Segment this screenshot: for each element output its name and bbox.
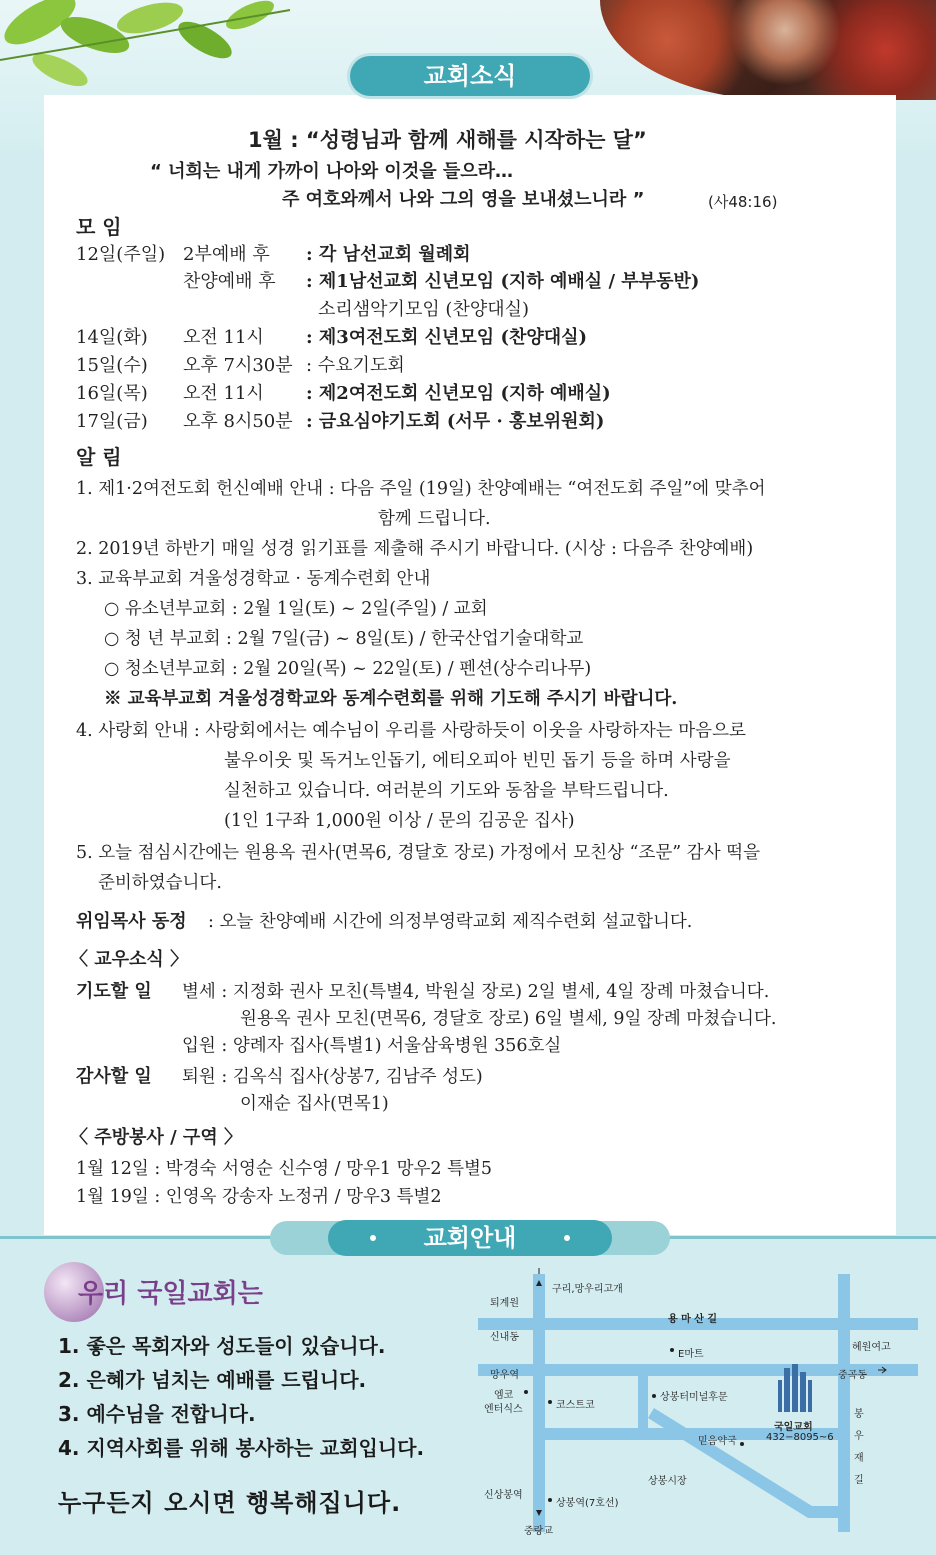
map-label: 구리,망우리고개 <box>552 1284 623 1295</box>
map-label: 신내동 <box>490 1332 519 1343</box>
notice-2: 2. 2019년 하반기 매일 성경 읽기표를 제출해 주시기 바랍니다. (시상 : 다음주 찬양예배) <box>76 539 754 559</box>
meeting-desc: : 각 남선교회 월례회 <box>306 244 471 265</box>
map-label: 망우역 <box>490 1370 519 1381</box>
church-item: 1. 좋은 목회자와 성도들이 있습니다. <box>58 1334 386 1358</box>
month-theme-title: 1월 : “성령님과 함께 새해를 시작하는 달” <box>248 128 647 152</box>
map-label: 퇴계원 <box>490 1298 519 1309</box>
map-label: 용 마 산 길 <box>668 1314 718 1325</box>
map-label: 중랑교 <box>524 1526 553 1537</box>
meeting-desc: 소리샘악기모임 (찬양대실) <box>318 299 530 320</box>
verse-line-1: “ 너희는 내게 가까이 나아와 이것을 들으라… <box>150 161 514 182</box>
notice-1: 1. 제1·2여전도회 헌신예배 안내 : 다음 주일 (19일) 찬양예배는 “여전도회 주일”에 맞추어 <box>76 479 766 499</box>
meeting-time: 오전 11시 <box>183 327 264 348</box>
pray-label: 기도할 일 <box>76 981 152 1002</box>
section-title-news: 교회소식 <box>350 56 590 96</box>
meeting-day: 17일(금) <box>76 411 148 432</box>
member-line: 원용옥 권사 모친(면목6, 경달호 장로) 6일 별세, 9일 장례 마쳤습니다. <box>240 1009 777 1029</box>
meeting-desc: : 제2여전도회 신년모임 (지하 예배실) <box>306 383 611 404</box>
church-location-map <box>478 1268 918 1538</box>
section-title-guide: 교회안내 <box>328 1220 612 1256</box>
meeting-time: 2부예배 후 <box>183 244 270 265</box>
notice-3-note: ※ 교육부교회 겨울성경학교와 동계수련회를 위해 기도해 주시기 바랍니다. <box>104 689 678 709</box>
meeting-desc: : 제3여전도회 신년모임 (찬양대실) <box>306 327 588 348</box>
map-label: 혜원여고 <box>852 1342 891 1353</box>
map-label: 엠코 <box>494 1390 514 1401</box>
church-item: 3. 예수님을 전합니다. <box>58 1402 256 1426</box>
notice-3-item: ○ 청 년 부교회 : 2월 7일(금) ~ 8일(토) / 한국산업기술대학교 <box>104 629 584 649</box>
thanks-label: 감사할 일 <box>76 1066 152 1087</box>
meeting-time: 오후 8시50분 <box>183 411 293 432</box>
notice-4-cont: (1인 1구좌 1,000원 이상 / 문의 김공운 집사) <box>224 811 575 831</box>
notice-5: 5. 오늘 점심시간에는 원용옥 권사(면목6, 경달호 장로) 가정에서 모친상 “조문” 감사 떡을 <box>76 843 760 863</box>
map-label: 국일교회 <box>774 1422 813 1433</box>
member-line: 퇴원 : 김옥식 집사(상봉7, 김남주 성도) <box>182 1067 483 1087</box>
notice-3-item: ○ 청소년부교회 : 2월 20일(목) ~ 22일(토) / 펜션(상수리나무) <box>104 659 592 679</box>
meeting-time: 찬양예배 후 <box>183 271 276 292</box>
member-line: 이재순 집사(면목1) <box>240 1094 389 1114</box>
meeting-day: 15일(수) <box>76 355 148 376</box>
kitchen-row: 1월 12일 : 박경숙 서영순 신수영 / 망우1 망우2 특별5 <box>76 1159 493 1179</box>
map-label: 믿음약국 <box>698 1436 737 1447</box>
member-line: 별세 : 지정화 권사 모친(특별4, 박원실 장로) 2일 별세, 4일 장례 마쳤습니다. <box>182 982 770 1002</box>
meeting-time: 오후 7시30분 <box>183 355 293 376</box>
map-label: 봉 우 재 길 <box>854 1409 864 1486</box>
map-label: 432−8095~6 <box>766 1432 834 1443</box>
kitchen-heading: 〈 주방봉사 / 구역 〉 <box>70 1127 242 1148</box>
notice-1-cont: 함께 드립니다. <box>378 509 491 529</box>
meeting-desc: : 수요기도회 <box>306 355 405 376</box>
member-line: 입원 : 양례자 집사(특별1) 서울삼육병원 356호실 <box>182 1036 562 1056</box>
meeting-time: 오전 11시 <box>183 383 264 404</box>
map-label: 상봉터미널후문 <box>660 1392 728 1403</box>
members-heading: 〈 교우소식 〉 <box>70 949 189 970</box>
notice-4: 4. 사랑회 안내 : 사랑회에서는 예수님이 우리를 사랑하듯이 이웃을 사랑하자는 마음으로 <box>76 721 746 741</box>
dot-icon <box>370 1235 376 1241</box>
verse-line-2: 주 여호와께서 나와 그의 영을 보내셨느니라 ” <box>282 189 645 210</box>
map-label: 코스트코 <box>556 1400 595 1411</box>
map-label: 엔터식스 <box>484 1404 523 1415</box>
church-item: 2. 은혜가 넘치는 예배를 드립니다. <box>58 1368 367 1392</box>
meeting-desc: : 제1남선교회 신년모임 (지하 예배실 / 부부동반) <box>306 271 700 292</box>
meeting-desc: : 금요심야기도회 (서무 · 홍보위원회) <box>306 411 605 432</box>
meeting-day: 16일(목) <box>76 383 148 404</box>
map-roads <box>478 1268 918 1538</box>
notice-4-cont: 불우이웃 및 독거노인돕기, 에티오피아 빈민 돕기 등을 하며 사랑을 <box>224 751 731 771</box>
meetings-heading: 모 임 <box>76 215 122 239</box>
kitchen-row: 1월 19일 : 인영옥 강송자 노정귀 / 망우3 특별2 <box>76 1187 442 1207</box>
notice-3-item: ○ 유소년부교회 : 2월 1일(토) ~ 2일(주일) / 교회 <box>104 599 488 619</box>
map-label: E마트 <box>678 1349 704 1360</box>
notice-4-cont: 실천하고 있습니다. 여러분의 기도와 동참을 부탁드립니다. <box>224 781 669 801</box>
notice-3: 3. 교육부교회 겨울성경학교 · 동계수련회 안내 <box>76 569 431 589</box>
map-label: 중곡동 <box>838 1370 867 1381</box>
church-heading: 우리 국일교회는 <box>78 1279 263 1309</box>
map-label: 신상봉역 <box>484 1490 523 1501</box>
church-item: 4. 지역사회를 위해 봉사하는 교회입니다. <box>58 1436 425 1460</box>
meeting-day: 14일(화) <box>76 327 148 348</box>
map-label: 상봉역(7호선) <box>556 1498 619 1509</box>
dot-icon <box>564 1235 570 1241</box>
verse-reference: (사48:16) <box>708 193 778 211</box>
pastor-text: : 오늘 찬양예배 시간에 의정부영락교회 제직수련회 설교합니다. <box>208 912 693 932</box>
map-label: 상봉시장 <box>648 1476 687 1487</box>
notices-heading: 알 림 <box>76 445 122 469</box>
church-slogan: 누구든지 오시면 행복해집니다. <box>58 1489 402 1517</box>
pastor-label: 위임목사 동정 <box>76 911 187 932</box>
meeting-day: 12일(주일) <box>76 244 166 265</box>
notice-5-cont: 준비하였습니다. <box>98 873 222 893</box>
